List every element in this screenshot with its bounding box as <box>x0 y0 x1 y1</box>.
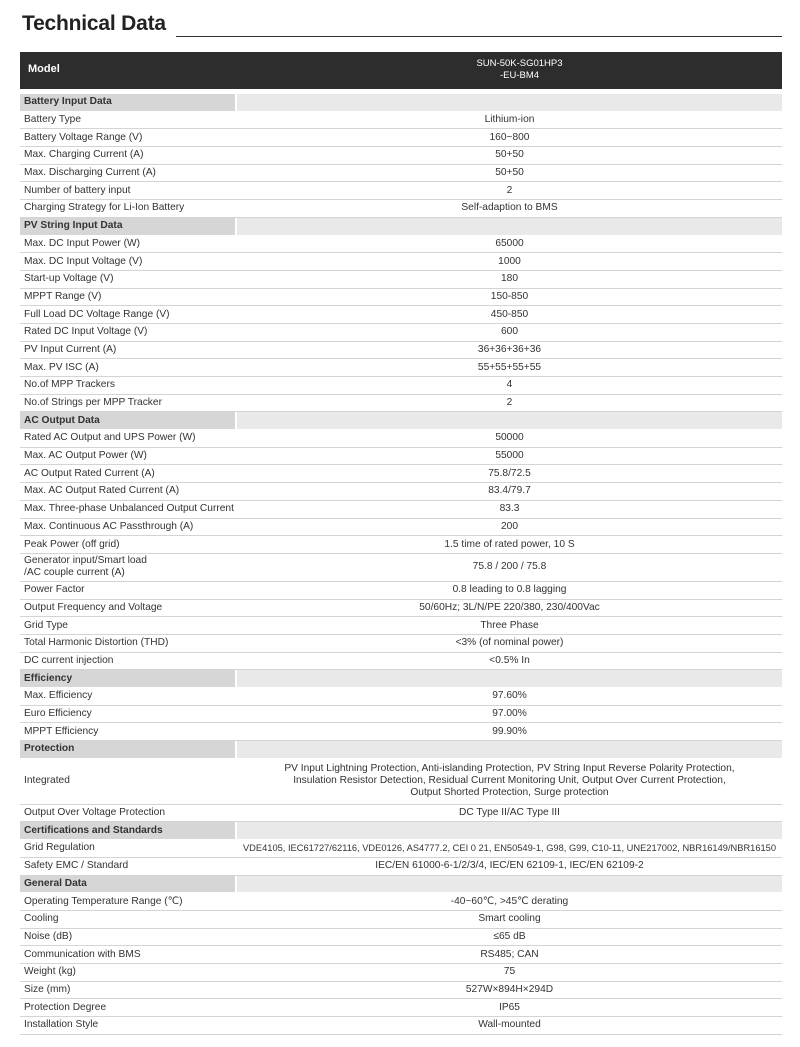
row-value: PV Input Lightning Protection, Anti-islanding Protection, PV String Input Reverse Polarity Protection, Insulation Resistor Detection, Residual Current Monitoring Unit, Output Over Current Protection, Output Shorted Protection, Surge protection <box>284 763 735 799</box>
row-label: Cooling <box>24 913 59 925</box>
row-value: 99.90% <box>492 725 527 737</box>
row-value: 1.5 time of rated power, 10 S <box>444 538 575 550</box>
row-label: Rated AC Output and UPS Power (W) <box>24 432 196 444</box>
row-value: Self-adaption to BMS <box>461 202 558 214</box>
row-value: 50+50 <box>495 149 524 161</box>
row-label: Start-up Voltage (V) <box>24 273 114 285</box>
row-label: Output Over Voltage Protection <box>24 807 166 819</box>
table-row <box>20 483 782 501</box>
row-label: Total Harmonic Distortion (THD) <box>24 637 169 649</box>
row-value: Three Phase <box>480 619 539 631</box>
table-row <box>20 253 782 271</box>
row-label: Protection Degree <box>24 1001 107 1013</box>
row-value: <3% (of nominal power) <box>455 637 564 649</box>
row-label: Installation Style <box>24 1019 99 1031</box>
section-fill <box>237 218 782 235</box>
row-label: MPPT Efficiency <box>24 725 99 737</box>
row-value: 75.8/72.5 <box>488 467 531 479</box>
row-label: MPPT Range (V) <box>24 290 102 302</box>
table-row <box>20 946 782 964</box>
table-row <box>20 617 782 635</box>
row-value: 527W×894H×294D <box>465 983 554 995</box>
row-label: Max. DC Input Voltage (V) <box>24 255 143 267</box>
section-title: Battery Input Data <box>20 94 235 111</box>
section-title: AC Output Data <box>20 412 235 429</box>
spec-table <box>20 94 782 1035</box>
row-value: 55+55+55+55 <box>477 361 542 373</box>
row-value: IEC/EN 61000-6-1/2/3/4, IEC/EN 62109-1, IEC/EN 62109-2 <box>375 860 644 872</box>
table-row <box>20 448 782 466</box>
section-title: Certifications and Standards <box>20 822 235 839</box>
row-value: 83.4/79.7 <box>488 485 531 497</box>
section-fill <box>237 876 782 893</box>
row-value: 4 <box>506 379 513 391</box>
table-row <box>20 688 782 706</box>
row-label: Max. Discharging Current (A) <box>24 167 156 179</box>
section-header <box>20 876 782 894</box>
section-title: Protection <box>20 741 235 758</box>
table-row <box>20 911 782 929</box>
model-header-bar <box>20 52 782 89</box>
table-row <box>20 465 782 483</box>
row-value: 0.8 leading to 0.8 lagging <box>452 584 567 596</box>
table-row <box>20 430 782 448</box>
row-value: 36+36+36+36 <box>477 343 542 355</box>
row-label: Max. DC Input Power (W) <box>24 237 141 249</box>
row-value: 83.3 <box>499 503 520 515</box>
row-value: 75.8 / 200 / 75.8 <box>472 561 547 573</box>
row-label: Max. PV ISC (A) <box>24 361 99 373</box>
section-header <box>20 741 782 759</box>
row-label: Weight (kg) <box>24 966 76 978</box>
section-title: Efficiency <box>20 670 235 687</box>
table-row <box>20 182 782 200</box>
row-value: ≤65 dB <box>493 930 526 942</box>
row-value: 1000 <box>498 255 521 267</box>
row-label: Safety EMC / Standard <box>24 860 129 872</box>
row-label: Max. Three-phase Unbalanced Output Current <box>24 503 234 515</box>
row-label: Max. AC Output Rated Current (A) <box>24 485 180 497</box>
row-value: 450-850 <box>490 308 529 320</box>
table-row <box>20 112 782 130</box>
table-row <box>20 536 782 554</box>
row-value: Wall-mounted <box>478 1019 541 1031</box>
row-label: PV Input Current (A) <box>24 343 117 355</box>
table-row <box>20 271 782 289</box>
table-row <box>20 554 782 582</box>
section-header <box>20 94 782 112</box>
row-label: Number of battery input <box>24 184 131 196</box>
table-row <box>20 706 782 724</box>
row-label: Power Factor <box>24 584 85 596</box>
row-value: 600 <box>501 326 518 338</box>
table-row <box>20 653 782 671</box>
row-label: Charging Strategy for Li-Ion Battery <box>24 202 185 214</box>
row-label: Communication with BMS <box>24 948 141 960</box>
row-value: RS485; CAN <box>480 948 539 960</box>
table-row <box>20 982 782 1000</box>
section-header <box>20 218 782 236</box>
table-row <box>20 929 782 947</box>
table-row <box>20 1017 782 1035</box>
row-label: No.of MPP Trackers <box>24 379 115 391</box>
table-row <box>20 723 782 741</box>
row-label: Operating Temperature Range (℃) <box>24 895 183 907</box>
section-fill <box>237 741 782 758</box>
row-label: Euro Efficiency <box>24 708 92 720</box>
page-title: Technical Data <box>22 12 166 35</box>
table-row <box>20 306 782 324</box>
row-label: Rated DC Input Voltage (V) <box>24 326 148 338</box>
section-fill <box>237 412 782 429</box>
row-label: No.of Strings per MPP Tracker <box>24 397 162 409</box>
section-fill <box>237 822 782 839</box>
table-row <box>20 359 782 377</box>
section-title: General Data <box>20 876 235 893</box>
table-row <box>20 342 782 360</box>
row-value: 160~800 <box>489 131 530 143</box>
row-value: 180 <box>501 273 518 285</box>
model-value: SUN-50K-SG01HP3 -EU-BM4 <box>476 58 563 81</box>
table-row <box>20 805 782 823</box>
row-label: Max. Efficiency <box>24 690 93 702</box>
row-label: Max. Continuous AC Passthrough (A) <box>24 520 194 532</box>
row-value: 50+50 <box>495 167 524 179</box>
row-value: 2 <box>506 184 513 196</box>
row-value: Smart cooling <box>478 913 541 925</box>
row-value: 55000 <box>495 450 524 462</box>
row-label: Size (mm) <box>24 983 71 995</box>
row-label: AC Output Rated Current (A) <box>24 467 155 479</box>
row-value: 200 <box>501 520 518 532</box>
table-row <box>20 165 782 183</box>
table-row <box>20 289 782 307</box>
row-label: Integrated <box>24 775 70 787</box>
model-label: Model <box>28 63 60 75</box>
row-value: 150-850 <box>490 290 529 302</box>
table-row <box>20 501 782 519</box>
title-underline <box>176 36 782 37</box>
row-label: Noise (dB) <box>24 930 73 942</box>
table-row <box>20 999 782 1017</box>
table-row <box>20 964 782 982</box>
table-row <box>20 582 782 600</box>
row-value: 2 <box>506 397 513 409</box>
row-value: VDE4105, IEC61727/62116, VDE0126, AS4777.2, CEI 0 21, EN50549-1, G98, G99, C10-11, UNE217002, NBR16149/NBR16150 <box>242 843 777 854</box>
row-value: 75 <box>503 966 516 978</box>
row-value: 97.60% <box>492 690 527 702</box>
table-row <box>20 147 782 165</box>
row-value: DC Type II/AC Type III <box>459 807 560 819</box>
row-label: Grid Regulation <box>24 842 95 854</box>
table-row <box>20 759 782 805</box>
row-value: IP65 <box>499 1001 520 1013</box>
table-row <box>20 600 782 618</box>
table-row <box>20 858 782 876</box>
row-value: 50/60Hz; 3L/N/PE 220/380, 230/400Vac <box>419 601 600 613</box>
section-fill <box>237 94 782 111</box>
row-value: 50000 <box>495 432 524 444</box>
row-label: Battery Voltage Range (V) <box>24 131 143 143</box>
row-value: 97.00% <box>492 708 527 720</box>
row-label: Grid Type <box>24 619 68 631</box>
row-label: Battery Type <box>24 114 82 126</box>
section-fill <box>237 670 782 687</box>
row-label: Output Frequency and Voltage <box>24 601 163 613</box>
row-value: Lithium-ion <box>484 114 535 126</box>
section-header <box>20 670 782 688</box>
row-value: <0.5% In <box>489 654 530 666</box>
table-row <box>20 324 782 342</box>
row-label: Peak Power (off grid) <box>24 538 120 550</box>
table-row <box>20 840 782 858</box>
row-label: Max. AC Output Power (W) <box>24 450 147 462</box>
table-row <box>20 635 782 653</box>
row-label: Full Load DC Voltage Range (V) <box>24 308 170 320</box>
section-header <box>20 412 782 430</box>
table-row <box>20 200 782 218</box>
row-label: Generator input/Smart load /AC couple current (A) <box>24 555 147 579</box>
section-title: PV String Input Data <box>20 218 235 235</box>
row-label: Max. Charging Current (A) <box>24 149 144 161</box>
table-row <box>20 236 782 254</box>
row-label: DC current injection <box>24 654 114 666</box>
table-row <box>20 129 782 147</box>
row-value: 65000 <box>495 237 524 249</box>
table-row <box>20 893 782 911</box>
table-row <box>20 377 782 395</box>
row-value: -40~60℃, >45℃ derating <box>450 895 569 907</box>
table-row <box>20 519 782 537</box>
table-row <box>20 395 782 413</box>
section-header <box>20 822 782 840</box>
title-row <box>22 12 782 40</box>
